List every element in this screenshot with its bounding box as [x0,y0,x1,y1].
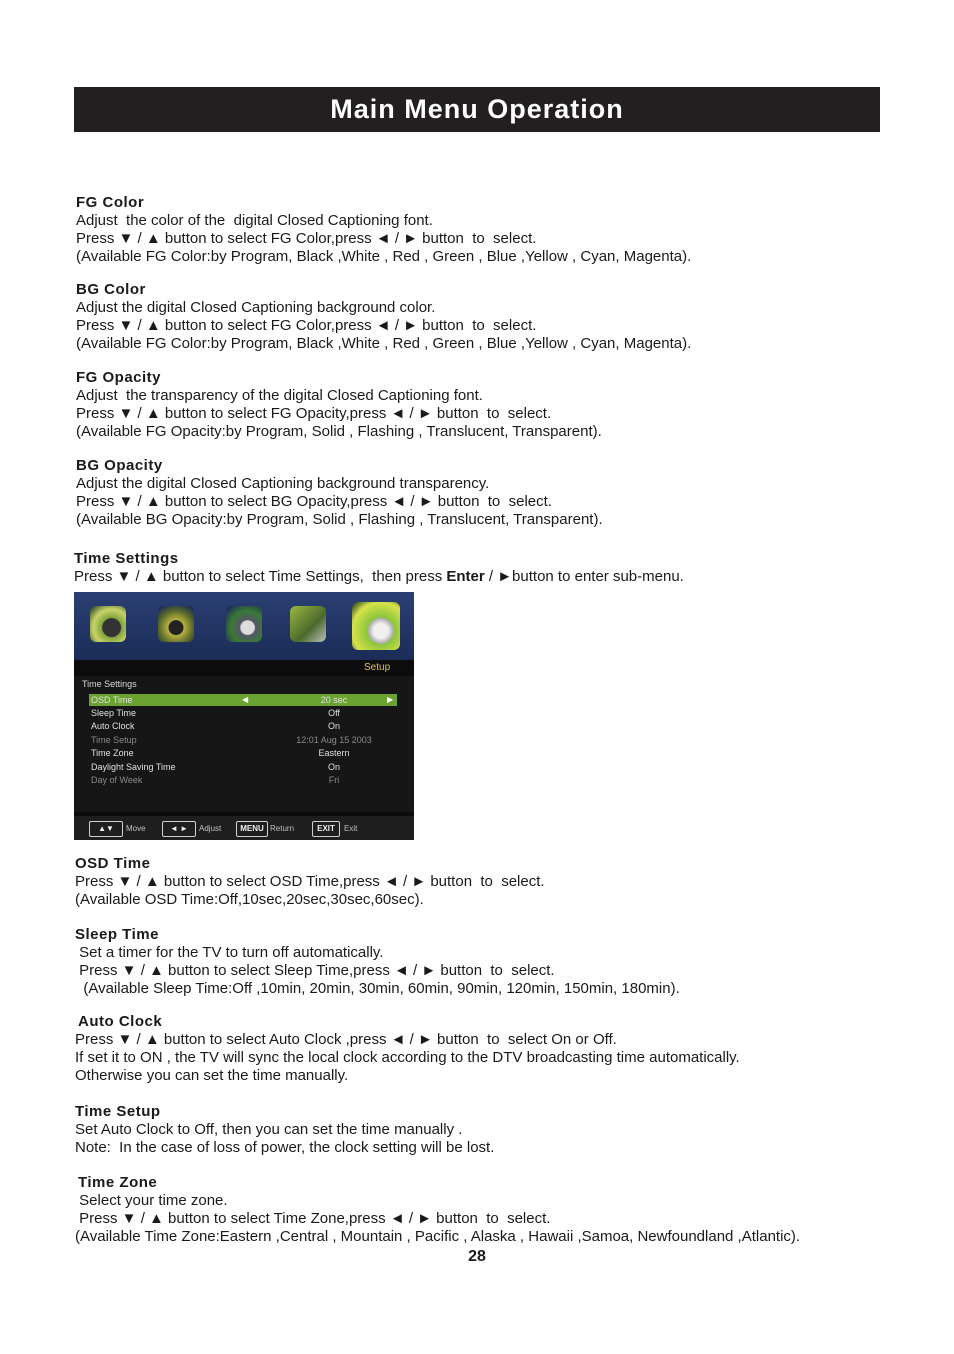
menu-row-auto-clock[interactable] [89,720,397,732]
row-label: Sleep Time [91,708,137,718]
section-line: (Available FG Opacity:by Program, Solid , Flashing , Translucent, Transparent). [76,423,602,440]
row-label: Time Setup [91,735,137,745]
row-value: On [327,762,340,772]
section-line: (Available OSD Time:Off,10sec,20sec,30sec,60sec). [75,891,424,908]
section-line: Press ▼ / ▲ button to select OSD Time,press ◄ / ► button to select. [75,873,545,890]
exit-label: Exit [344,824,358,833]
section-line: Press ▼ / ▲ button to select FG Opacity,press ◄ / ► button to select. [76,405,552,422]
section-line: (Available Time Zone:Eastern ,Central , Mountain , Pacific , Alaska , Hawaii ,Samoa, Newfoundland ,Atlantic). [75,1228,801,1245]
section-heading: Time Settings [74,550,179,567]
section-line: (Available BG Opacity:by Program, Solid , Flashing , Translucent, Transparent). [76,511,603,528]
menu-row-daylight-saving[interactable] [89,761,397,773]
panel-title: Time Settings [82,679,137,689]
section-heading: BG Opacity [76,457,163,474]
title-banner [74,87,880,132]
section-fg-opacity [76,369,602,441]
section-line: Adjust the digital Closed Captioning background color. [76,299,436,316]
page-title: Main Menu Operation [330,94,624,124]
section-heading: FG Color [76,194,145,211]
section-line: If set it to ON , the TV will sync the local clock according to the DTV broadcasting time automatically. [75,1049,740,1066]
setup-gear-icon [352,602,400,650]
row-label: Daylight Saving Time [91,762,176,772]
section-time-settings [74,550,684,586]
section-heading: BG Color [76,281,146,298]
section-line: Adjust the color of the digital Closed Captioning font. [76,212,433,229]
section-heading: FG Opacity [76,369,162,386]
menu-key: MENU [236,821,268,837]
section-line: Press ▼ / ▲ button to select FG Color,press ◄ / ► button to select. [76,230,537,247]
section-line: Adjust the transparency of the digital Closed Captioning font. [76,387,483,404]
section-bg-opacity [76,457,603,529]
picture-icon [90,606,126,642]
setup-tab-label: Setup [364,662,391,673]
section-line: (Available FG Color:by Program, Black ,White , Red , Green , Blue ,Yellow , Cyan, Magenta). [76,335,692,352]
section-time-setup [75,1103,494,1157]
time-settings-text-a: Press ▼ / ▲ button to select Time Settings, then press [74,568,447,585]
menu-row-time-zone[interactable] [89,747,397,759]
section-heading: OSD Time [75,855,151,872]
channel-icon [226,606,262,642]
row-value: Off [328,708,340,718]
section-osd-time [75,855,545,909]
sound-icon [158,606,194,642]
section-time-zone [75,1174,800,1246]
menu-row-osd-time[interactable] [89,694,397,706]
section-line: (Available FG Color:by Program, Black ,White , Red , Green , Blue ,Yellow , Cyan, Magenta). [76,248,692,265]
section-line: Press ▼ / ▲ button to select Sleep Time,press ◄ / ► button to select. [75,962,555,979]
section-heading: Auto Clock [78,1013,163,1030]
section-line: Select your time zone. [75,1192,228,1209]
enter-keyword: Enter [446,568,485,585]
section-heading: Sleep Time [75,926,159,943]
time-settings-text-b: / ►button to enter sub-menu. [484,568,684,585]
arrow-right-icon: ▶ [387,695,394,704]
section-auto-clock [75,1013,740,1085]
arrow-left-icon: ◀ [242,695,249,704]
section-line: Press ▼ / ▲ button to select BG Opacity,press ◄ / ► button to select. [76,493,552,510]
menu-row-day-of-week[interactable] [89,774,397,786]
section-line: Adjust the digital Closed Captioning background transparency. [76,475,490,492]
section-line: Press ▼ / ▲ button to select Auto Clock ,press ◄ / ► button to select On or Off. [75,1031,617,1048]
row-value: 12:01 Aug 15 2003 [296,735,372,745]
move-label: Move [126,824,146,833]
row-label: Auto Clock [91,721,135,731]
section-bg-color [76,281,691,353]
menu-icon-bar [74,592,414,660]
page-number: 28 [468,1248,486,1265]
exit-key: EXIT [312,821,340,837]
tv-menu-screenshot [74,592,414,840]
move-key: ▲▼ [89,821,123,837]
section-line: Otherwise you can set the time manually. [75,1067,349,1084]
section-line: Press ▼ / ▲ button to select FG Color,press ◄ / ► button to select. [76,317,537,334]
row-value: Eastern [318,748,350,758]
section-fg-color [76,194,691,266]
adjust-key: ◄ ► [162,821,196,837]
section-line: Press ▼ / ▲ button to select Time Zone,press ◄ / ► button to select. [75,1210,551,1227]
menu-row-sleep-time[interactable] [89,707,397,719]
row-value: 20 sec [320,695,348,705]
section-sleep-time [75,926,680,998]
section-heading: Time Setup [75,1103,161,1120]
lock-icon [290,606,326,642]
row-label: Day of Week [91,775,143,785]
section-line: Set Auto Clock to Off, then you can set the time manually . [75,1121,463,1138]
return-label: Return [270,824,295,833]
section-line [74,568,684,586]
row-label: OSD Time [91,695,133,705]
adjust-label: Adjust [199,824,222,833]
section-line: Note: In the case of loss of power, the clock setting will be lost. [75,1139,495,1156]
row-value: On [327,721,340,731]
section-line: Set a timer for the TV to turn off automatically. [75,944,384,961]
section-heading: Time Zone [78,1174,158,1191]
row-value: Fri [328,775,340,785]
menu-row-time-setup[interactable] [89,734,397,746]
menu-footer [74,816,414,840]
section-line: (Available Sleep Time:Off ,10min, 20min, 30min, 60min, 90min, 120min, 150min, 180min). [75,980,680,997]
row-label: Time Zone [91,748,134,758]
